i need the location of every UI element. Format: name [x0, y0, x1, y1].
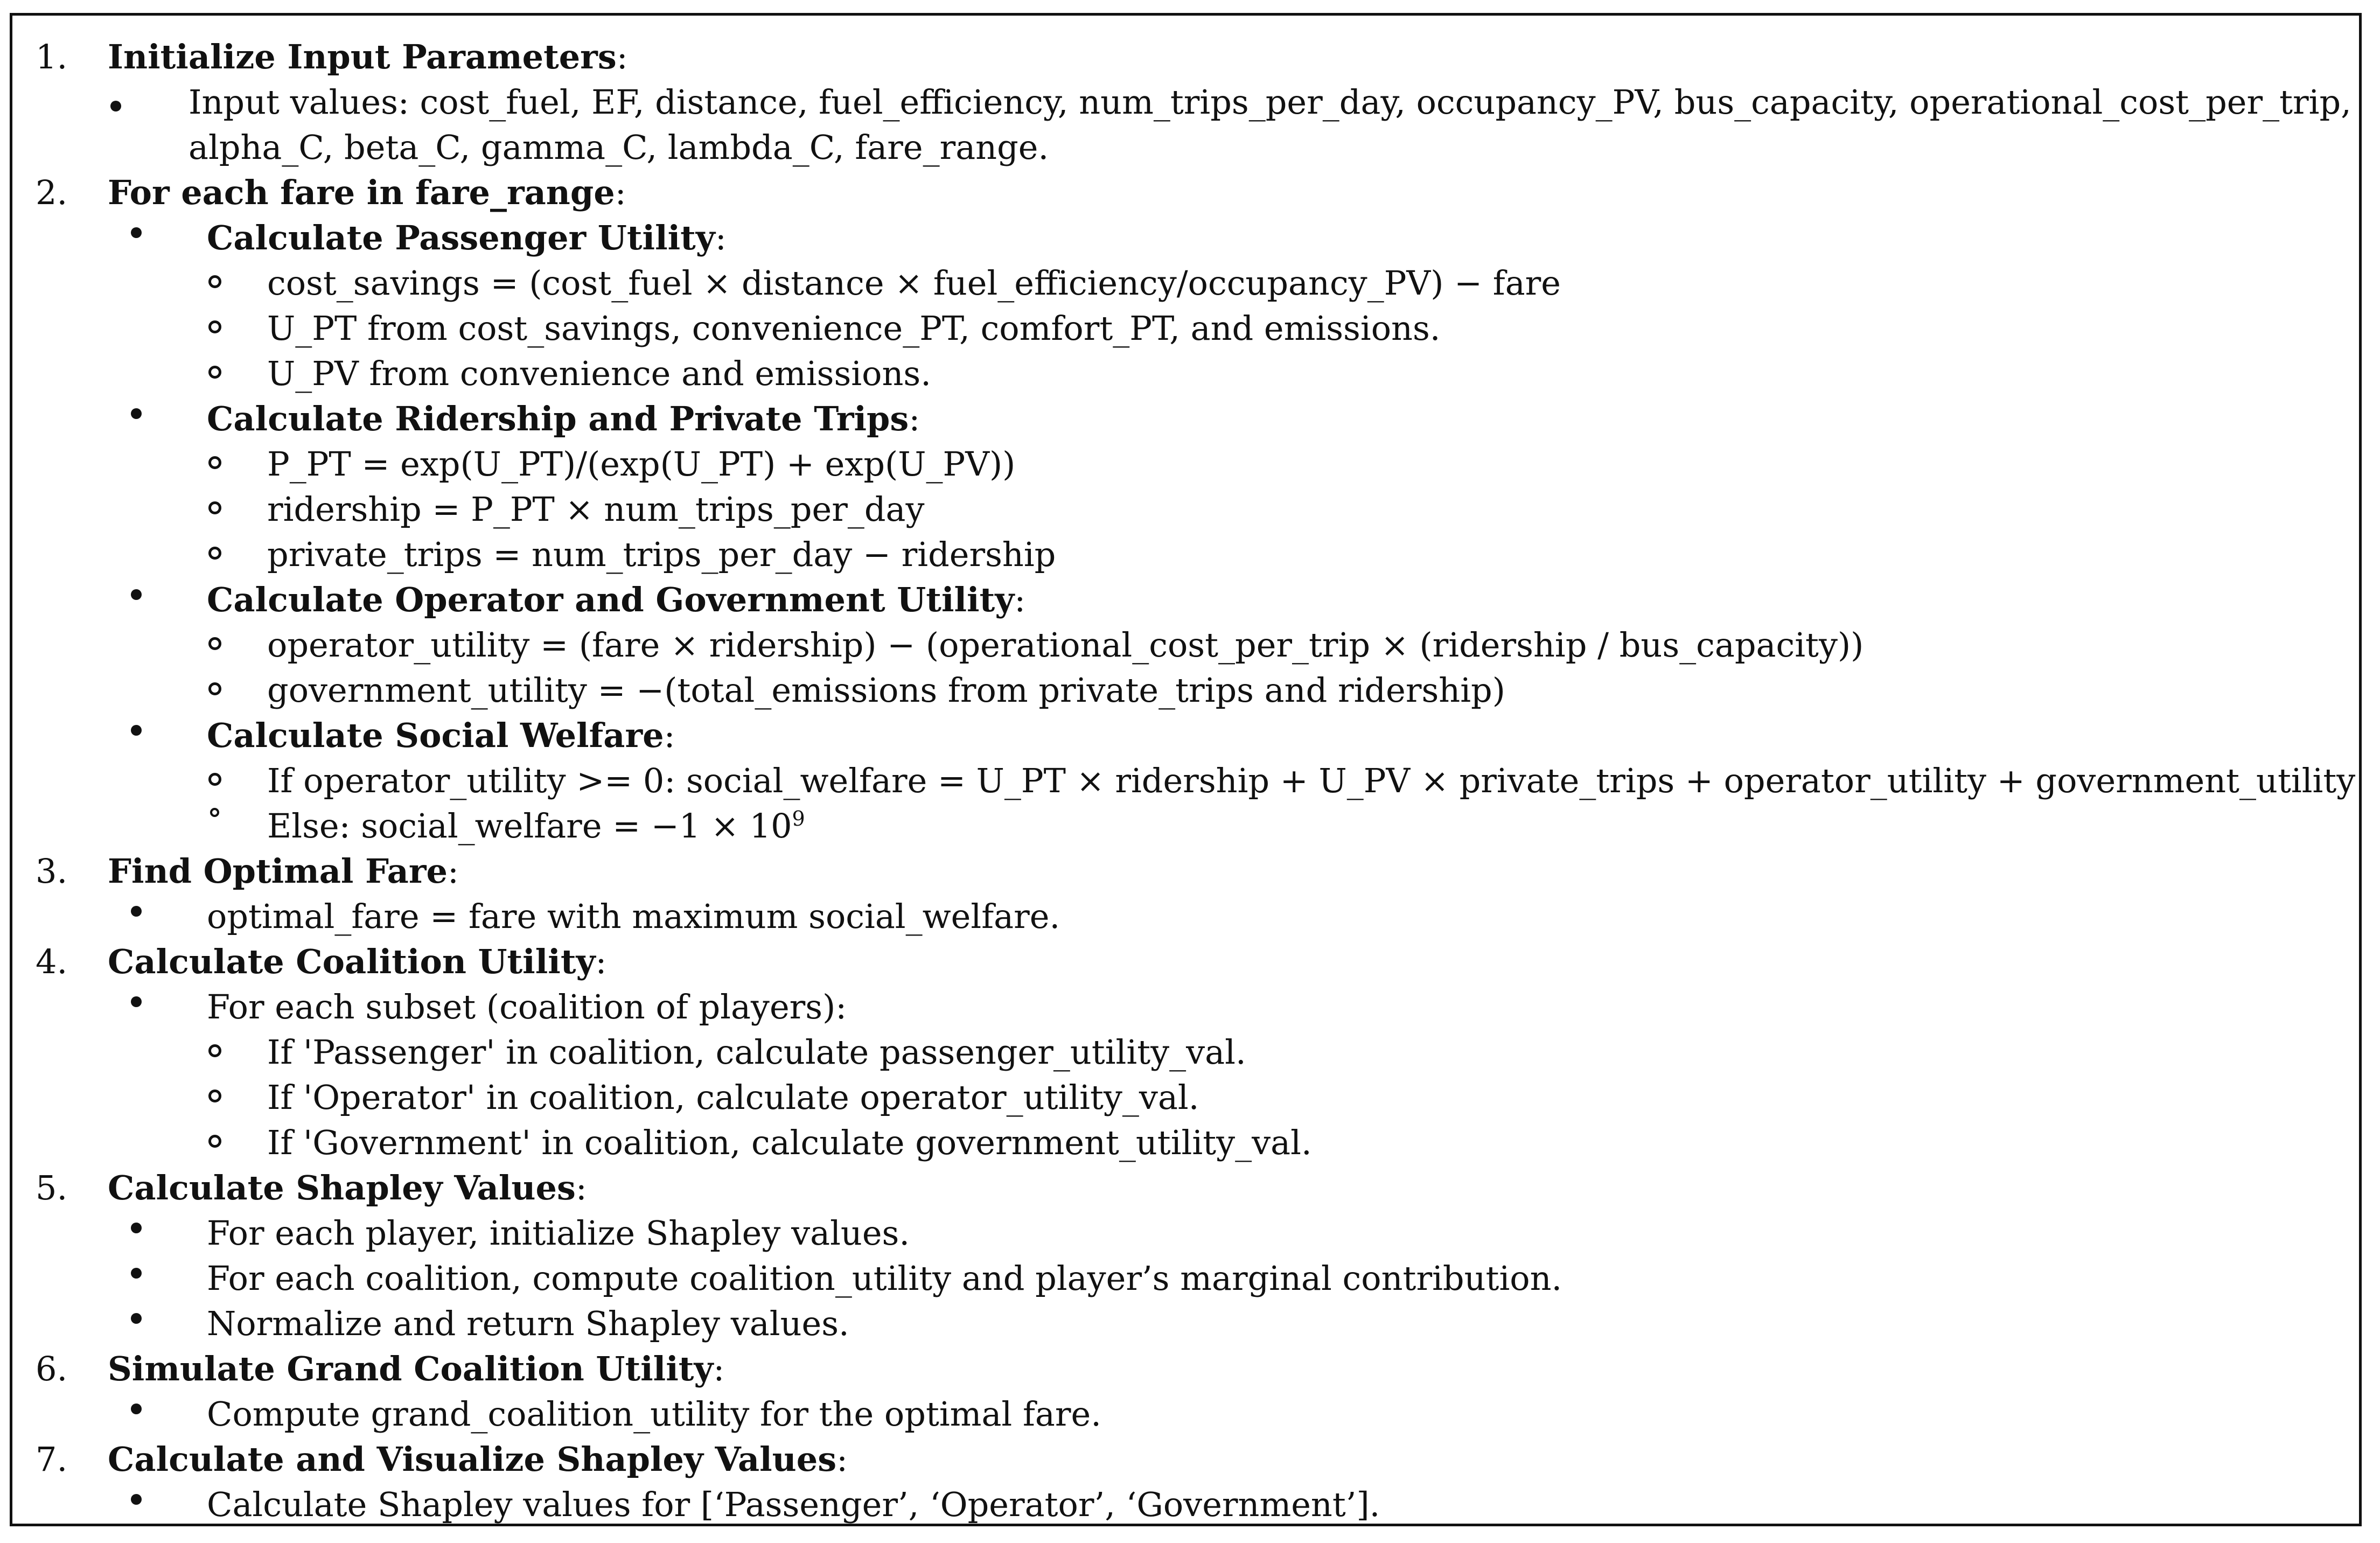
step-title: Find Optimal Fare: — [108, 851, 459, 891]
bullet-icon — [131, 1494, 142, 1505]
sub-item: government_utility = −(total_emissions from private_trips and ridership) — [267, 671, 1505, 710]
step-title: For each fare in fare_range: — [108, 173, 626, 212]
bullet-icon — [131, 227, 142, 238]
sub-item: private_trips = num_trips_per_day − ridership — [267, 535, 1056, 574]
list-item: For each coalition, compute coalition_utility and player’s marginal contribution. — [207, 1259, 1562, 1298]
bullet-icon — [131, 408, 142, 419]
step-title: Calculate Shapley Values: — [108, 1168, 587, 1207]
bullet-icon — [131, 1404, 142, 1414]
step-number: 5. — [36, 1168, 68, 1207]
circle-bullet-icon — [208, 637, 221, 650]
bullet-icon — [131, 996, 142, 1007]
bullet-icon — [131, 1313, 142, 1324]
step-number: 1. — [36, 37, 68, 76]
list-item: For each player, initialize Shapley values. — [207, 1213, 910, 1253]
step-number: 4. — [36, 942, 68, 981]
circle-bullet-icon — [208, 1044, 221, 1057]
sub-item: cost_savings = (cost_fuel × distance × fuel_efficiency/occupancy_PV) − fare — [267, 263, 1561, 303]
step-title: Calculate and Visualize Shapley Values: — [108, 1440, 848, 1479]
circle-bullet-icon — [208, 366, 221, 379]
circle-bullet-icon — [208, 682, 221, 695]
step-number: 2. — [36, 173, 68, 212]
bullet-icon — [131, 1268, 142, 1279]
circle-bullet-icon — [208, 501, 221, 514]
sub-item: If 'Government' in coalition, calculate government_utility_val. — [267, 1123, 1312, 1162]
group-title: Calculate Ridership and Private Trips: — [207, 399, 920, 438]
sub-item: Else: social_welfare = $-1 \times 10^9$ — [267, 806, 805, 846]
circle-bullet-icon — [208, 1135, 221, 1148]
step-title: Initialize Input Parameters: — [108, 37, 628, 76]
bullet-icon — [110, 101, 121, 111]
bullet-icon — [131, 725, 142, 736]
step-number: 7. — [36, 1440, 68, 1479]
list-item: For each subset (coalition of players): — [207, 987, 847, 1027]
sub-item: operator_utility = (fare × ridership) − (operational_cost_per_trip × (ridership / bus_capacity)) — [267, 625, 1864, 665]
list-item: Input values: cost_fuel, EF, distance, fuel_efficiency, num_trips_per_day, occupancy_PV, bus_capacity, operational_cost_per_trip, — [189, 82, 2351, 122]
group-title: Calculate Social Welfare: — [207, 716, 675, 755]
list-item: Normalize and return Shapley values. — [207, 1304, 849, 1343]
sub-item: If 'Passenger' in coalition, calculate passenger_utility_val. — [267, 1032, 1246, 1072]
circle-bullet-icon — [208, 1090, 221, 1102]
step-title: Simulate Grand Coalition Utility: — [108, 1349, 725, 1388]
circle-bullet-icon — [208, 773, 221, 786]
circle-bullet-icon — [208, 547, 221, 560]
circle-bullet-icon — [208, 275, 221, 288]
sub-item: U_PV from convenience and emissions. — [267, 354, 931, 393]
list-item: optimal_fare = fare with maximum social_welfare. — [207, 897, 1060, 936]
sub-item: If operator_utility >= 0: social_welfare = U_PT × ridership + U_PV × private_trips + operator_utility + government_utility — [267, 761, 2356, 800]
step-number: 6. — [36, 1349, 68, 1388]
bullet-icon — [131, 1223, 142, 1233]
group-title: Calculate Passenger Utility: — [207, 218, 727, 257]
circle-bullet-icon — [208, 320, 221, 333]
step-number: 3. — [36, 851, 68, 891]
sub-item: ridership = P_PT × num_trips_per_day — [267, 490, 925, 529]
group-title: Calculate Operator and Government Utility: — [207, 580, 1026, 619]
list-item-continuation: alpha_C, beta_C, gamma_C, lambda_C, fare_range. — [189, 128, 1049, 167]
step-title: Calculate Coalition Utility: — [108, 942, 607, 981]
sub-item: P_PT = exp(U_PT)/(exp(U_PT) + exp(U_PV)) — [267, 444, 1016, 484]
sub-item: If 'Operator' in coalition, calculate operator_utility_val. — [267, 1078, 1199, 1117]
circle-bullet-icon — [208, 456, 221, 469]
list-item: Calculate Shapley values for [‘Passenger’, ‘Operator’, ‘Government’]. — [207, 1485, 1380, 1524]
circle-bullet-icon — [210, 808, 219, 817]
bullet-icon — [131, 906, 142, 917]
list-item: Compute grand_coalition_utility for the optimal fare. — [207, 1394, 1101, 1434]
sub-item: U_PT from cost_savings, convenience_PT, comfort_PT, and emissions. — [267, 309, 1441, 348]
bullet-icon — [131, 589, 142, 600]
